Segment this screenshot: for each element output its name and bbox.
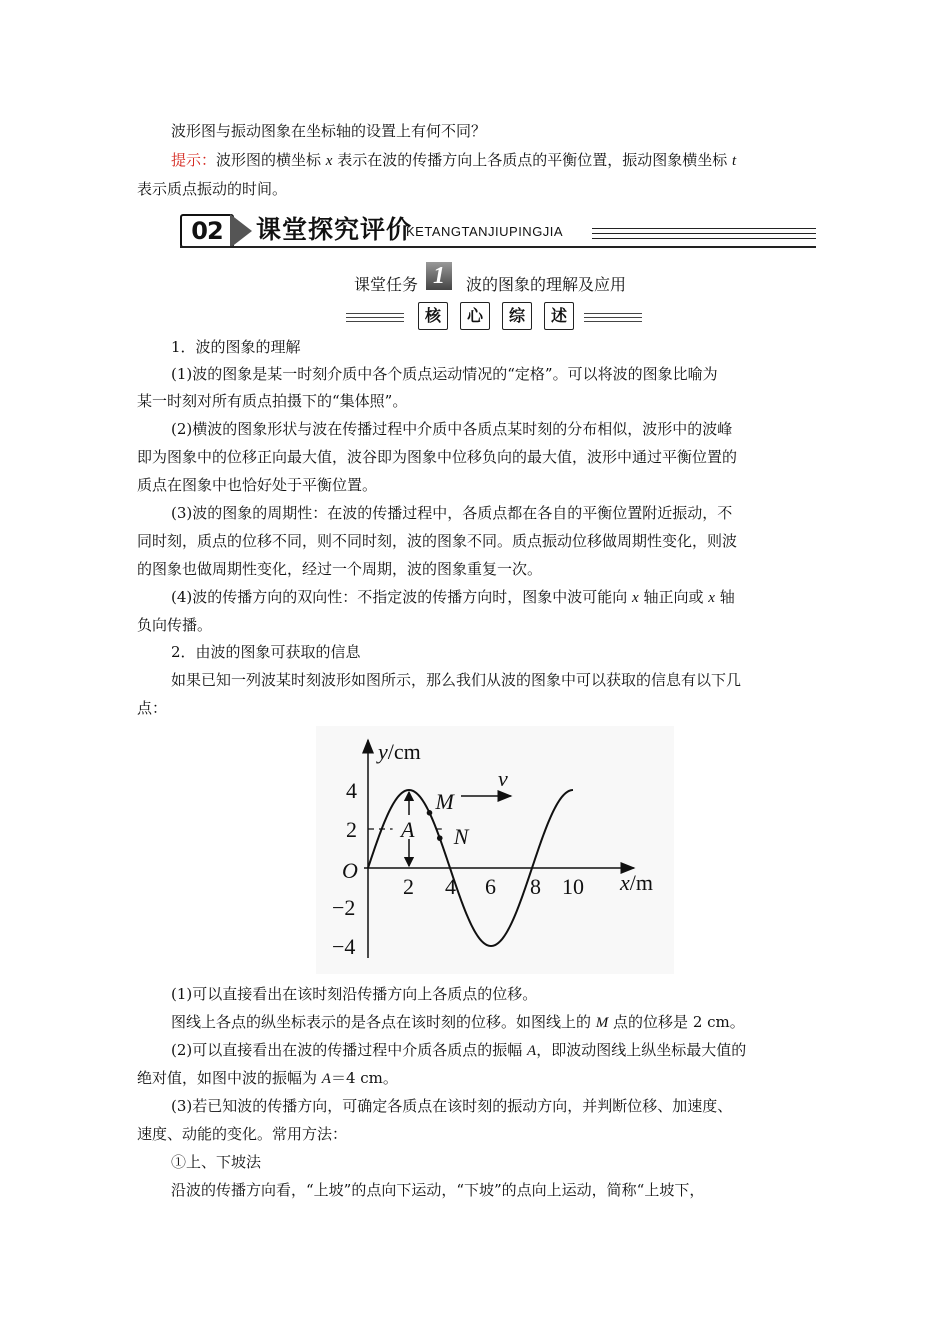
paragraph-line: (2)横波的图象形状与波在传播过程中介质中各质点某时刻的分布相似，波形中的波峰 (171, 420, 733, 438)
hint-text-b: 表示在波的传播方向上各质点的平衡位置，振动图象横坐标 (332, 151, 733, 169)
section-banner (180, 210, 816, 250)
paragraph-line (137, 1008, 817, 1038)
heading-1: 1．波的图象的理解 (171, 338, 301, 356)
hint-var-t: t (732, 153, 737, 169)
y-tick-label: 2 (346, 817, 357, 842)
method-heading: ①上、下坡法 (171, 1153, 262, 1171)
paragraph-line: 如果已知一列波某时刻波形如图所示，那么我们从波的图象中可以获取的信息有以下几 (171, 671, 742, 689)
text-span: 轴正向或 (638, 588, 709, 606)
var-x: x (632, 590, 639, 606)
heading-2: 2．由波的图象可获取的信息 (171, 643, 361, 661)
core-char: 心 (460, 302, 490, 330)
paragraph-line: 沿波的传播方向看，“上坡”的点向下运动，“下坡”的点向上运动，简称“上坡下， (171, 1181, 705, 1199)
text-span: (4)波的传播方向的双向性：不指定波的传播方向时，图象中波可能向 (171, 588, 633, 606)
paragraph-line: 点： (137, 699, 168, 717)
paragraph-line: (1)波的图象是某一时刻介质中各个质点运动情况的“定格”。可以将波的图象比喻为 (171, 365, 718, 383)
banner-rule (592, 228, 816, 229)
text-span: (2)可以直接看出在波的传播过程中介质各质点的振幅 (171, 1041, 528, 1059)
x-tick-label: 4 (445, 874, 456, 899)
amplitude-label: A (401, 817, 415, 842)
paragraph-line: 的图象也做周期性变化，经过一个周期，波的图象重复一次。 (137, 560, 543, 578)
y-tick-label: −4 (332, 934, 356, 959)
point-m (427, 810, 433, 816)
core-summary-heading (346, 302, 642, 332)
question-text: 波形图与振动图象在坐标轴的设置上有何不同？ (171, 122, 487, 140)
divider (346, 313, 404, 314)
y-axis-label: y/cm (378, 739, 421, 764)
divider (584, 321, 642, 322)
point-label-m: M (435, 788, 454, 814)
text-span: 轴 (714, 588, 735, 606)
core-char: 述 (544, 302, 574, 330)
point-n (437, 835, 443, 841)
paragraph-line: 质点在图象中也恰好处于平衡位置。 (137, 476, 378, 494)
paragraph-line: 负向传播。 (137, 616, 213, 634)
var-a: A (527, 1043, 537, 1059)
paragraph-line: (1)可以直接看出在该时刻沿传播方向上各质点的位移。 (171, 985, 538, 1003)
task-label: 课堂任务 (354, 275, 419, 294)
section-pinyin: KETANGTANJIUPINGJIA (406, 224, 564, 239)
divider (346, 321, 404, 322)
var-x: x (708, 590, 715, 606)
paragraph-line (137, 1064, 817, 1094)
banner-arrow-icon (230, 214, 252, 248)
banner-rule (592, 233, 816, 234)
x-tick-label: 8 (530, 874, 541, 899)
section-number: 02 (180, 214, 234, 248)
hint-var-x: x (325, 153, 333, 169)
hint-label: 提示： (171, 151, 217, 169)
paragraph-line: (3)波的图象的周期性：在波的传播过程中，各质点都在各自的平衡位置附近振动，不 (171, 504, 733, 522)
wave-chart (316, 726, 674, 974)
x-tick-label: 6 (485, 874, 496, 899)
paragraph-line (137, 1036, 817, 1066)
x-tick-label: 2 (403, 874, 414, 899)
paragraph-line: (3)若已知波的传播方向，可确定各质点在该时刻的振动方向，并判断位移、加速度、 (171, 1097, 733, 1115)
y-tick-label: −2 (332, 895, 356, 920)
var-m: M (595, 1015, 609, 1031)
banner-rule (592, 238, 816, 239)
text-span: 图线上各点的纵坐标表示的是各点在该时刻的位移。如图线上的 (171, 1013, 596, 1031)
wave-figure (316, 726, 674, 974)
point-label-n: N (453, 824, 469, 850)
text-span: 点的位移是 2 cm。 (608, 1013, 745, 1031)
paragraph-line: 即为图象中的位移正向最大值，波谷即为图象中位移负向的最大值，波形中通过平衡位置的 (137, 448, 738, 466)
divider (346, 317, 404, 318)
hint-line-1 (137, 146, 817, 176)
text-span: 绝对值，如图中波的振幅为 (137, 1069, 322, 1087)
text-span: ＝4 cm。 (330, 1069, 398, 1087)
origin-label: O (342, 858, 358, 883)
var-a: A (321, 1071, 331, 1087)
task-badge: 1 (426, 262, 452, 290)
banner-underline (180, 246, 816, 248)
divider (584, 313, 642, 314)
task-topic: 波的图象的理解及应用 (466, 275, 627, 294)
paragraph-line: 同时刻，质点的位移不同，则不同时刻，波的图象不同。质点振动位移做周期性变化，则波 (137, 532, 738, 550)
paragraph-line (137, 583, 817, 613)
section-title: 课堂探究评价 (256, 215, 413, 244)
y-tick-label: 4 (346, 778, 357, 803)
paragraph-line: 速度、动能的变化。常用方法： (137, 1125, 348, 1143)
core-char: 综 (502, 302, 532, 330)
x-tick-label: 10 (562, 874, 584, 899)
velocity-label: v (498, 766, 508, 791)
paragraph-line: 某一时刻对所有质点拍摄下的“集体照”。 (137, 392, 408, 410)
x-axis-label: x/m (620, 870, 653, 895)
core-char: 核 (418, 302, 448, 330)
divider (584, 317, 642, 318)
hint-text-a: 波形图的横坐标 (216, 151, 326, 169)
text-span: ，即波动图线上纵坐标最大值的 (536, 1041, 747, 1059)
hint-line-2: 表示质点振动的时间。 (137, 180, 288, 198)
